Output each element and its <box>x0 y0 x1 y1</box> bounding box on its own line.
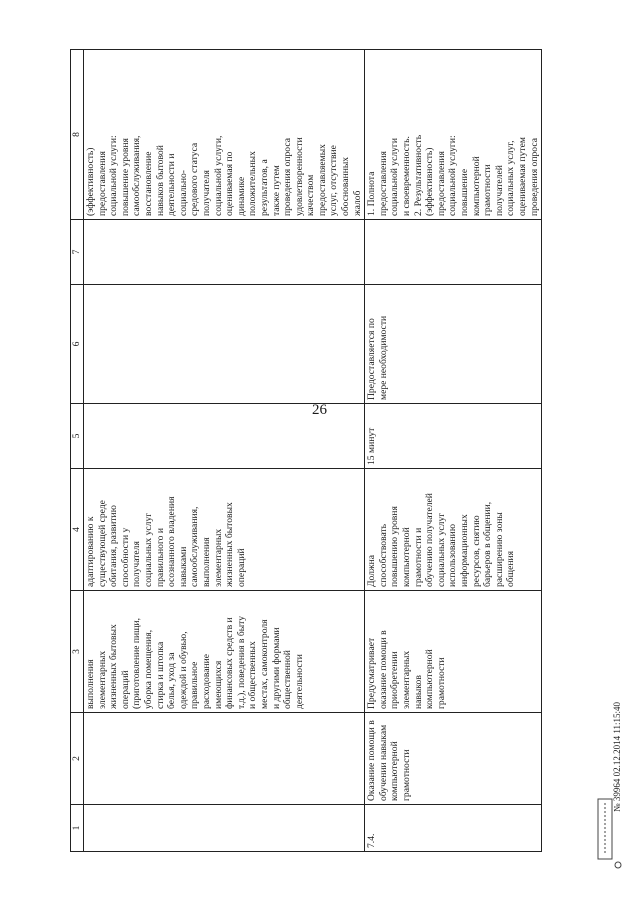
service-frequency: Предоставляется по мере необходимости <box>365 285 542 404</box>
table-cell <box>84 713 365 805</box>
services-table <box>70 50 538 852</box>
service-name: Оказание помощи в обучении навыкам компьютерной грамотности <box>365 713 542 805</box>
row-number: 7.4. <box>365 805 542 852</box>
column-number: 2 <box>71 713 84 805</box>
page-number: 26 <box>312 402 327 418</box>
service-description: Предусматривает оказание помощи в приобретении элементарных навыков компьютерной грамотности <box>365 591 542 713</box>
table-row <box>84 50 365 852</box>
column-number: 6 <box>71 285 84 404</box>
column-number: 3 <box>71 591 84 713</box>
column-number: 7 <box>71 220 84 285</box>
service-goal: Должна способствовать повышению уровня компьютерной грамотности и обучению получателей социальных услуг использованию информационных ресурсов, снятию барьеров в общении, расширению зоны общения <box>365 469 542 591</box>
column-number: 1 <box>71 805 84 852</box>
table-cell: адаптированию к существующей среде обитания, развитию способности у получателя социальных услуг правильного и осознанного владения навыками самообслуживания, выполнения элементарных жизненных бытовых операций <box>84 469 365 591</box>
table-cell: (эффективность) предоставления социальной услуги: повышение уровня самообслуживания, восстановление навыков бытовой деятельности и социально- средового статуса получателя социальной услуги, оцениваемая по динамике положительных результатов, а также путем проведения опроса удовлетворенности качеством предоставляемых услуг, отсутствие обоснованных жалоб <box>84 50 365 220</box>
service-duration: 15 минут <box>365 404 542 469</box>
stamp-mark <box>592 795 628 875</box>
table-cell <box>84 220 365 285</box>
column-number-row <box>71 50 84 852</box>
column-number: 5 <box>71 404 84 469</box>
table-cell <box>84 285 365 404</box>
table-cell <box>365 220 542 285</box>
table-cell: выполнения элементарных жизненных бытовых операций (приготовление пищи, уборка помещения, стирка и штопка белья, уход за одеждой и обувью, правильное расходование имеющихся финансовых средств и т.д.), поведения в быту и общественных местах, самоконтроля и другими формами общественной деятельности <box>84 591 365 713</box>
table-row <box>365 50 542 852</box>
document-footer: № 39964 02.12.2014 11:15:40 <box>612 701 622 812</box>
column-number: 8 <box>71 50 84 220</box>
table-cell <box>84 805 365 852</box>
quality-criteria: 1. Полнота предоставления социальной услуги и своевременность. 2. Результативность (эффективность) предоставления социальной услуги: повышение компьютерной грамотности получателей социальных услуг, оцениваемая путем проведения опроса <box>365 50 542 220</box>
table-cell <box>84 404 365 469</box>
column-number: 4 <box>71 469 84 591</box>
